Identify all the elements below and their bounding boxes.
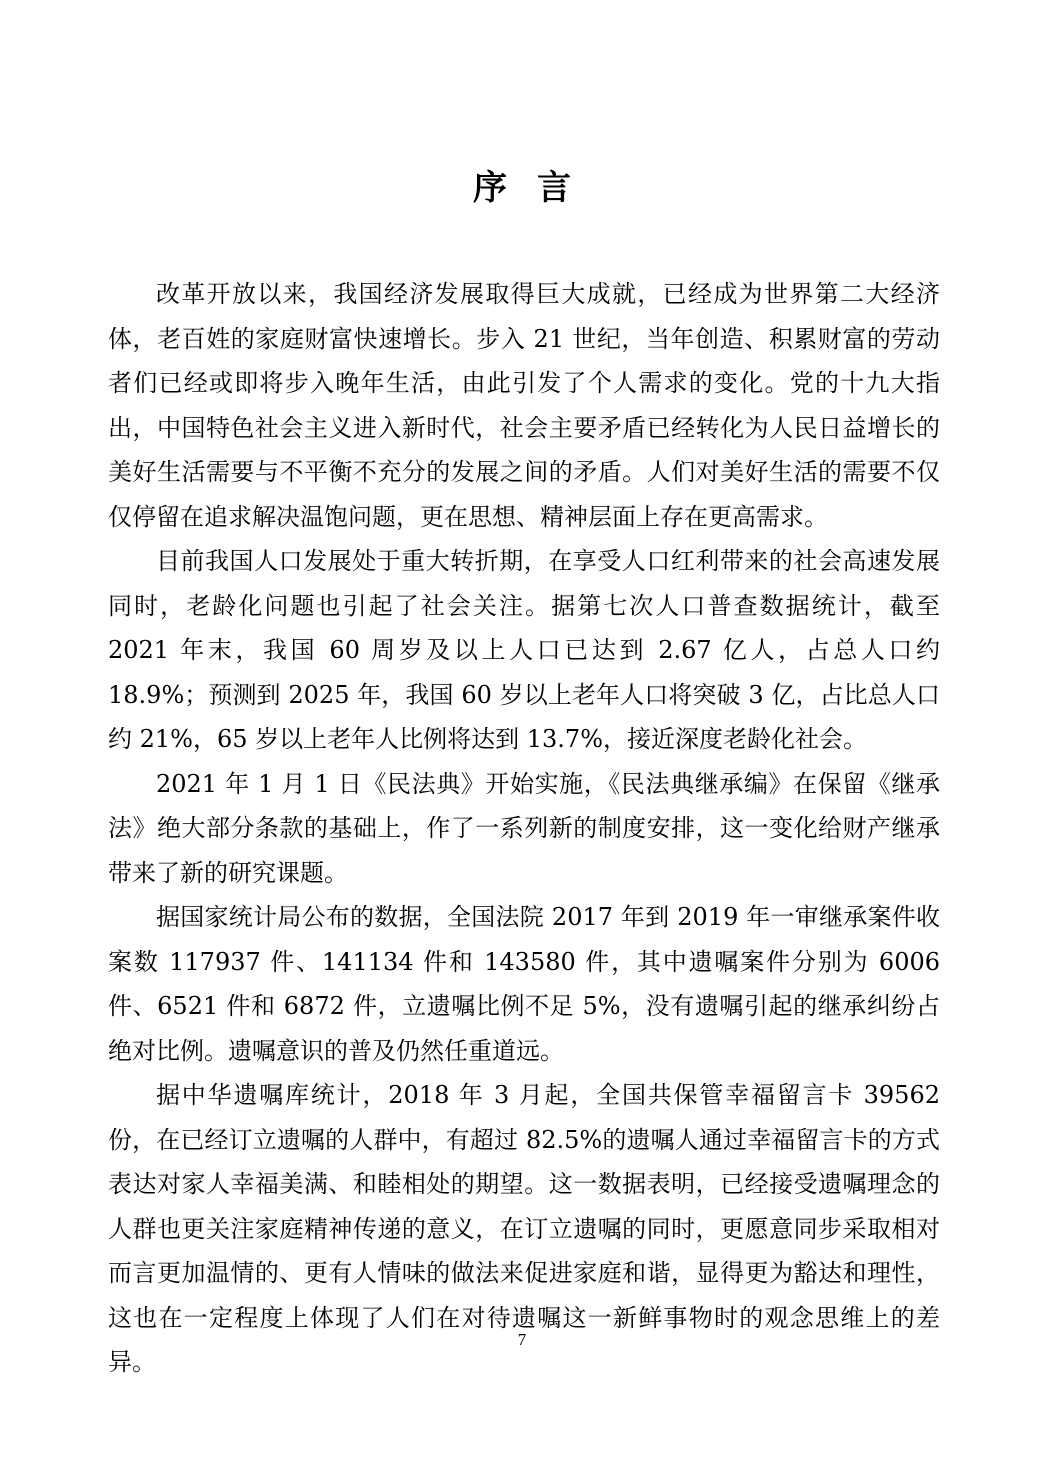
paragraph-4: 据国家统计局公布的数据，全国法院 2017 年到 2019 年一审继承案件收案数 117937 件、141134 件和 143580 件，其中遗嘱案件分别为 6006 件、6521 件和 6872 件，立遗嘱比例不足 5%，没有遗嘱引起的继承纠纷占绝对比例。遗嘱意识的普及仍然任重道远。	[108, 903, 940, 1065]
paragraph-1: 改革开放以来，我国经济发展取得巨大成就，已经成为世界第二大经济体，老百姓的家庭财富快速增长。步入 21 世纪，当年创造、积累财富的劳动者们已经或即将步入晚年生活，由此引发了个人需求的变化。党的十九大指出，中国特色社会主义进入新时代，社会主要矛盾已经转化为人民日益增长的美好生活需要与不平衡不充分的发展之间的矛盾。人们对美好生活的需要不仅仅停留在追求解决温饱问题，更在思想、精神层面上存在更高需求。	[108, 280, 940, 531]
body-text	[108, 272, 940, 1385]
page-number: 7	[517, 1330, 527, 1349]
paragraph-5: 据中华遗嘱库统计，2018 年 3 月起，全国共保管幸福留言卡 39562 份，在已经订立遗嘱的人群中，有超过 82.5%的遗嘱人通过幸福留言卡的方式表达对家人幸福美满、和睦相处的期望。这一数据表明，已经接受遗嘱理念的人群也更关注家庭精神传递的意义，在订立遗嘱的同时，更愿意同步采取相对而言更加温情的、更有人情味的做法来促进家庭和谐，显得更为豁达和理性，这也在一定程度上体现了人们在对待遗嘱这一新鲜事物时的观念思维上的差异。	[108, 1081, 940, 1376]
paragraph-2: 目前我国人口发展处于重大转折期，在享受人口红利带来的社会高速发展同时，老龄化问题也引起了社会关注。据第七次人口普查数据统计，截至 2021 年末，我国 60 周岁及以上人口已达到 2.67 亿人，占总人口约 18.9%；预测到 2025 年，我国 60 岁以上老年人口将突破 3 亿，占比总人口约 21%，65 岁以上老年人比例将达到 13.7%，接近深度老龄化社会。	[108, 547, 940, 753]
page-title: 序言	[473, 168, 601, 208]
paragraph-3: 2021 年 1 月 1 日《民法典》开始实施，《民法典继承编》在保留《继承法》绝大部分条款的基础上，作了一系列新的制度安排，这一变化给财产继承带来了新的研究课题。	[108, 769, 940, 887]
